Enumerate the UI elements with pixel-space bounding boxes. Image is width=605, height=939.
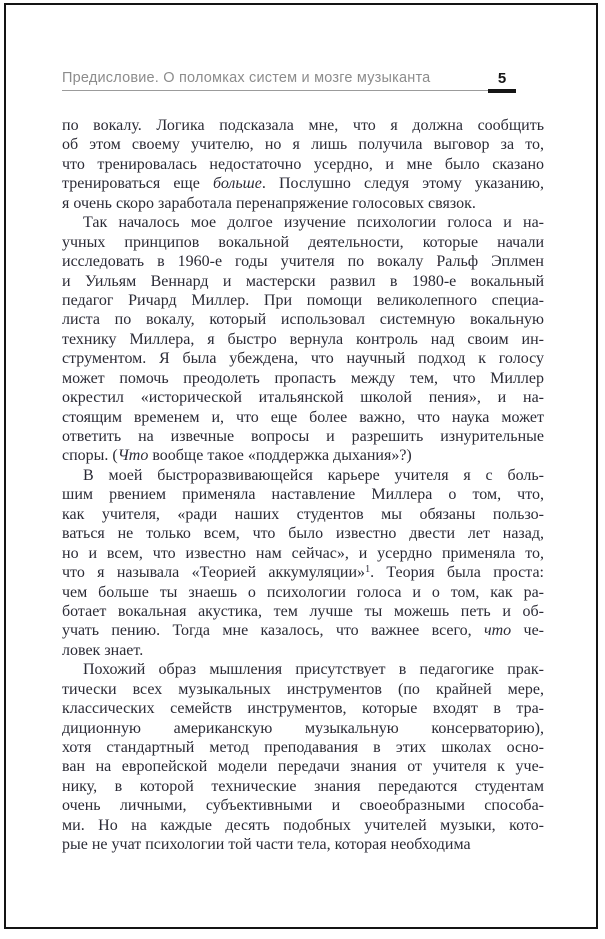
text-line: Похожий образ мышления присутствует в педагогике прак- (83, 661, 544, 679)
text-line: ботает вокальная акустика, тем лучше ты можешь петь и об- (62, 602, 544, 620)
text-line: об этом своему учителю, но я лишь получила выговор за то, (62, 136, 544, 154)
text-line: шим рвением применяла наставление Миллера о том, что, (62, 486, 544, 504)
text-line: ответить на извечные вопросы и разрешить изнурительные (62, 428, 544, 445)
text-line: исследовать в 1960-е годы учителя по вокалу Ральф Эплмен (62, 253, 544, 271)
header-rule (62, 89, 516, 93)
text-line: ми. Но на каждые десять подобных учителей музыки, кото- (62, 816, 544, 834)
text-line: классических семейств инструментов, которые входят в тра- (62, 700, 544, 718)
text-line: технику Миллера, я быстро вернула контроль над своим ин- (62, 330, 544, 348)
text-line: струментом. Я была убеждена, что научный подход к голосу (62, 350, 544, 368)
text-line: что тренировалась недостаточно усердно, и мне было сказано (62, 155, 544, 173)
page-number: 5 (497, 70, 507, 87)
text-line: чем больше ты знаешь о психологии голоса и о том, как ра- (62, 583, 544, 601)
text-line: стоящим временем и, что еще более важно, что наука может (62, 408, 544, 426)
paragraph (62, 116, 544, 213)
text-line: по вокалу. Логика подсказала мне, что я должна сообщить (62, 117, 544, 134)
text-line: но и всем, что известно нам сейчас», и усердно применяла то, (62, 544, 544, 562)
page-text (62, 116, 544, 855)
chapter-title: Предисловие. О поломках систем и мозге музыканта (62, 70, 431, 86)
running-header (62, 70, 516, 87)
header-rule-thin (62, 90, 488, 91)
text-line: учных принципов вокальной деятельности, которые начали (62, 233, 544, 251)
text-line: ван на европейской модели передачи знания от учителя к уче- (62, 758, 544, 776)
text-line: хотя стандартный метод преподавания в этих школах осно- (62, 739, 544, 756)
text-line: ловек знает. (62, 641, 144, 659)
text-line: учать пению. Тогда мне казалось, что важнее всего, что че- (62, 622, 544, 640)
text-line: Так началось мое долгое изучение психологии голоса и на- (83, 214, 544, 232)
text-line: тренироваться еще больше. Послушно следуя этому указанию, (62, 175, 544, 193)
paragraph (62, 466, 544, 660)
text-line: может помочь преодолеть пропасть между тем, что Миллер (62, 369, 544, 387)
text-line: как учителя, «ради наших студентов мы обязаны пользо- (62, 505, 544, 523)
text-line: очень личными, субъективными и своеобразными способа- (62, 797, 544, 815)
paragraph (62, 660, 544, 854)
paragraph (62, 213, 544, 466)
text-line: и Уильям Веннард и мастерски развил в 1980-е вокальный (62, 272, 544, 290)
text-line: диционную американскую музыкальную консерваторию), (62, 719, 544, 737)
text-line: что я называла «Теорией аккумуляции»$^1$. Теория была проста: (62, 564, 544, 582)
text-line: нику, в которой технические знания передаются студентам (62, 777, 544, 795)
text-line: В моей быстроразвивающейся карьере учителя я с боль- (83, 466, 544, 484)
text-line: окрестил «исторической итальянской школой пения», и на- (62, 389, 544, 407)
header-rule-thick (488, 89, 516, 93)
text-line: листа по вокалу, который использовал системную вокальную (62, 311, 544, 329)
text-line: ваться не только всем, что было известно двести лет назад, (62, 525, 544, 543)
text-line: споры. (Что вообще такое «поддержка дыхания»?) (62, 447, 412, 465)
text-line: педагог Ричард Миллер. При помощи великолепного специа- (62, 291, 544, 309)
text-line: рые не учат психологии той части тела, которая необходима (62, 836, 471, 854)
text-line: тически всех музыкальных инструментов (по крайней мере, (62, 680, 544, 698)
text-line: я очень скоро заработала перенапряжение голосовых связок. (62, 194, 476, 212)
